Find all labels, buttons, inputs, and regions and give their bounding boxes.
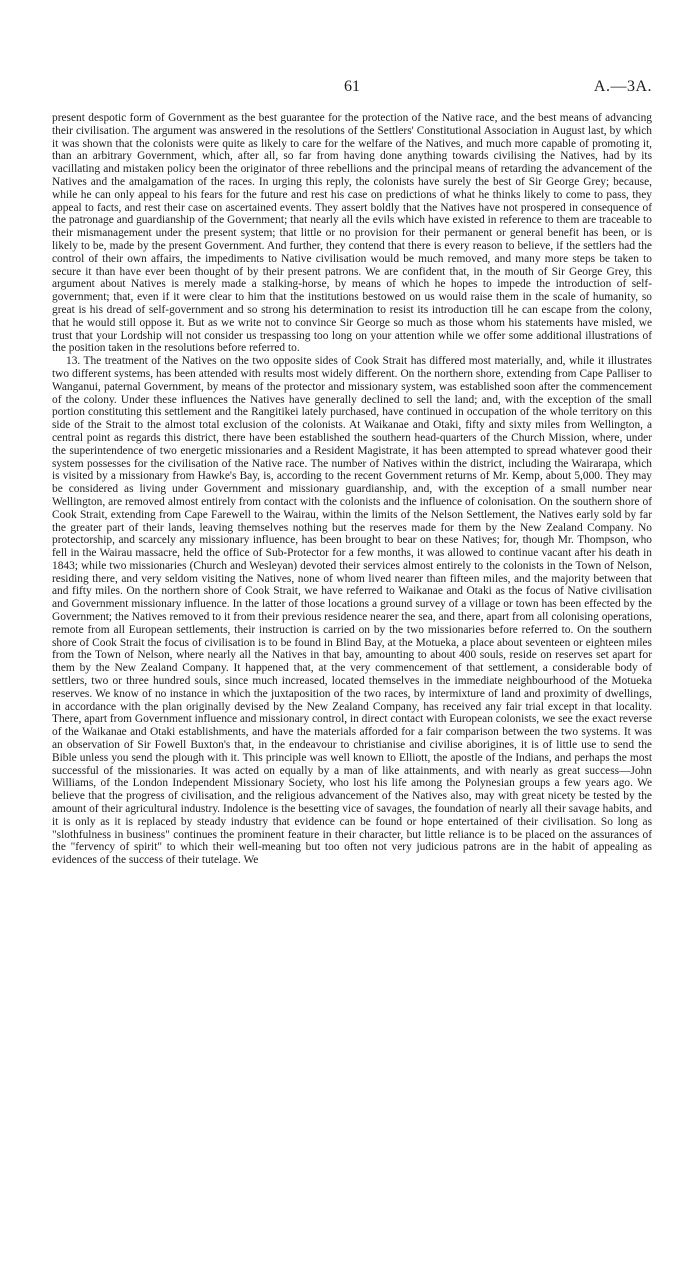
page-header <box>52 78 652 112</box>
page-number: 61 <box>344 78 360 95</box>
body-text <box>52 112 652 867</box>
paragraph-continuation: present despotic form of Government as the best guarantee for the protection of the Native race, and the best means of advancing their civilisation. The argument was answered in the resolutions of the Settlers' Constitutional Association in August last, by which it was shown that the colonists were quite as likely to care for the welfare of the Natives, and much more capable of promoting it, than an arbitrary Government, which, after all, so far from having done anything towards civilising the Natives, had by its vacillating and mistaken policy been the originator of three rebellions and the principal means of retarding the advancement of the Natives and the amalgamation of the races. In urging this reply, the colonists have surely the best of Sir George Grey; because, while he can only appeal to his fears for the future and rest his case on predictions of what he thinks likely to come to pass, they appeal to facts, and rest their case on ascertained events. They assert boldly that the Natives have not prospered in consequence of the patronage and guardianship of the Government; that nearly all the evils which have existed in reference to them are traceable to their mismanagement under the present system; that little or no provision for their permanent or general benefit has been, or is likely to be, made by the present Government. And further, they contend that there is every reason to believe, if the settlers had the control of their own affairs, the impediments to Native civilisation would be much removed, and many more steps be taken to secure it than have ever been thought of by their present patrons. We are confident that, in the mouth of Sir George Grey, this argument about Natives is merely made a stalking-horse, by means of which he hopes to impede the introduction of self-government; that, even if it were clear to him that the institutions bestowed on us would raise them in the scale of humanity, so great is his dread of self-government and so strong his determination to resist its introduction till he can escape from the colony, that he would still oppose it. But as we write not to convince Sir George so much as those whom his statements have misled, we trust that your Lordship will not consider us trespassing too long on your attention while we offer some additional illustrations of the position taken in the resolutions before referred to. <box>52 112 652 355</box>
paragraph-13: 13. The treatment of the Natives on the two opposite sides of Cook Strait has differed most materially, and, while it illustrates two different systems, has been attended with results most widely different. On the northern shore, extending from Cape Palliser to Wanganui, paternal Government, by means of the protector and missionary system, was established soon after the commencement of the colony. Under these influences the Natives have generally declined to sell the land; and, with the exception of the small portion constituting this settlement and the Rangitikei lately purchased, have continued in occupation of the whole territory on this side of the Strait to the almost total exclusion of the colonists. At Waikanae and Otaki, fifty and sixty miles from Wellington, a central point as regards this district, there have been established the southern head-quarters of the Church Mission, where, under the superintendence of two energetic missionaries and a Resident Magistrate, it has been attempted to spread whatever good their system possesses for the civilisation of the Native race. The number of Natives within the district, including the Wairarapa, which is visited by a missionary from Hawke's Bay, is, according to the recent Government returns of Mr. Kemp, about 5,000. They may be considered as living under Government and missionary guardianship, and, with the exception of a small number near Wellington, are removed almost entirely from contact with the colonists and the influence of colonisation. On the southern shore of Cook Strait, extending from Cape Farewell to the Wairau, within the limits of the Nelson Settlement, the Natives early sold by far the greater part of their lands, leaving themselves nothing but the reserves made for them by the New Zealand Company. No protectorship, and scarcely any missionary influence, has been brought to bear on these Natives; for, though Mr. Thompson, who fell in the Wairau massacre, held the office of Sub-Protector for a few months, it was allowed to continue vacant after his death in 1843; while two missionaries (Church and Wesleyan) devoted their services almost entirely to the colonists in the Town of Nelson, residing there, and very seldom visiting the Natives, none of whom lived nearer than fifteen miles, and the majority between that and fifty miles. On the northern shore of Cook Strait, we have referred to Waikanae and Otaki as the focus of Native civilisation and Government missionary influence. In the latter of those locations a ground survey of a village or town has been effected by the Government; the Natives removed to it from their previous residence nearer the sea, and there, apart from all colonising operations, remote from all European settlements, their instruction is carried on by the two missionaries before referred to. On the southern shore of Cook Strait the focus of civilisation is to be found in Blind Bay, at the Motueka, a place about seventeen or eighteen miles from the Town of Nelson, where nearly all the Natives in that bay, amounting to about 400 souls, reside on reserves set apart for them by the New Zealand Company. It happened that, at the very commencement of that settlement, a considerable body of settlers, two or three hundred souls, since much increased, located themselves in the immediate neighbourhood of the Motueka reserves. We know of no instance in which the juxtaposition of the two races, by intermixture of land and proximity of dwellings, in accordance with the plan originally devised by the New Zealand Company, has received any fair trial except in that locality. There, apart from Government influence and missionary control, in direct contact with European colonists, we see the exact reverse of the Waikanae and Otaki establishments, and have the materials afforded for a fair comparison between the two systems. It was an observation of Sir Fowell Buxton's that, in the endeavour to christianise and civilise aborigines, it is of little use to send the Bible unless you send the plough with it. This principle was well known to Elliott, the apostle of the Indians, and perhaps the most successful of the missionaries. It was acted on equally by a man of like attainments, and with nearly as great success—John Williams, of the London Independent Missionary Society, who lost his life among the Polynesian groups a few years ago. We believe that the progress of civilisation, and the religious advancement of the Natives also, may with great nicety be tested by the amount of their agricultural industry. Indolence is the besetting vice of savages, the foundation of nearly all their savage habits, and it is only as it is replaced by steady industry that evidence can be found or hope entertained of their civilisation. So long as "slothfulness in business" continues the prominent feature in their character, but little reliance is to be placed on the assurances of the "fervency of spirit" to which their well-meaning but too often not very judicious patrons are in the habit of appealing as evidences of the success of their tutelage. We <box>52 355 652 867</box>
document-page <box>52 78 652 867</box>
document-reference-code: A.—3A. <box>593 78 652 95</box>
